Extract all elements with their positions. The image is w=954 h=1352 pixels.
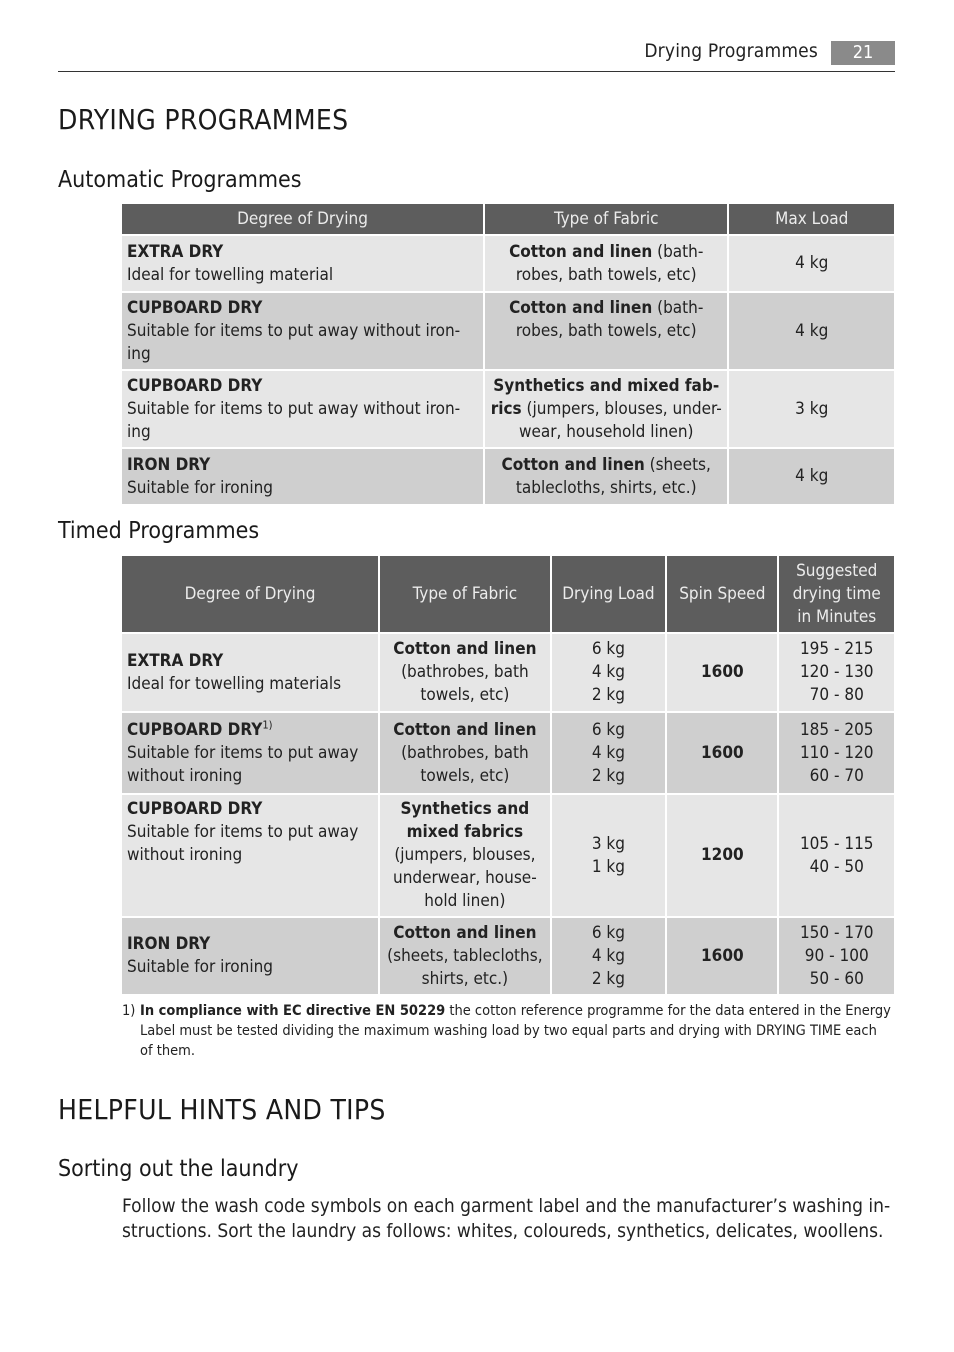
- fabric-cell: [380, 795, 550, 916]
- spin-speed-cell: 1600: [667, 918, 777, 994]
- fabric-detail: (bathrobes, bath: [401, 742, 529, 763]
- fabric-detail: tablecloths, shirts, etc.): [515, 477, 697, 498]
- degree-cell: [122, 449, 483, 504]
- drying-load-cell: [552, 795, 665, 916]
- footnote-text: the cotton reference programme for the data entered in the Energy Label must be tested dividing the maximum washing load by two equal parts and drying with DRYING TIME each of them.: [140, 1003, 891, 1059]
- load-value: 4 kg: [591, 742, 625, 763]
- footnote-bold: In compliance with EC directive EN 50229: [140, 1003, 446, 1019]
- load-value: 1 kg: [591, 856, 625, 877]
- fabric-detail: (bathrobes, bath: [401, 662, 529, 682]
- degree-cell: [122, 795, 378, 916]
- fabric-cell: [380, 713, 550, 793]
- degree-description: Suitable for ironing: [127, 477, 273, 498]
- table-row: [122, 713, 894, 793]
- degree-name: CUPBOARD DRY: [127, 375, 263, 396]
- sorting-laundry-text: [122, 1194, 892, 1244]
- table-row: [122, 293, 894, 369]
- degree-description: without ironing: [127, 845, 243, 865]
- column-header-drying-time: [779, 556, 894, 632]
- automatic-programmes-table: [120, 202, 896, 506]
- fabric-detail: (bath-: [652, 241, 704, 262]
- time-value: 185 - 205: [799, 719, 874, 740]
- degree-description: Ideal for towelling materials: [127, 673, 342, 694]
- time-value: 195 - 215: [799, 639, 874, 659]
- fabric-detail: towels, etc): [420, 685, 510, 705]
- degree-description: ing: [127, 421, 151, 442]
- drying-time-cell: [779, 918, 894, 994]
- load-value: 6 kg: [591, 719, 625, 740]
- fabric-detail: (jumpers, blouses,: [394, 845, 536, 865]
- drying-time-cell: [779, 795, 894, 916]
- degree-name: CUPBOARD DRY: [127, 719, 263, 740]
- load-value: 2 kg: [591, 968, 625, 989]
- degree-description: Suitable for items to put away without iron-: [127, 320, 461, 341]
- degree-description: without ironing: [127, 765, 243, 786]
- fabric-detail: hold linen): [424, 891, 506, 911]
- fabric-name: mixed fabrics: [406, 822, 524, 842]
- time-value: 120 - 130: [799, 662, 874, 682]
- fabric-detail: towels, etc): [420, 765, 510, 786]
- sorting-laundry-heading: Sorting out the laundry: [58, 1156, 299, 1182]
- column-header-line: Suggested: [796, 560, 878, 581]
- footnote-marker: 1): [122, 1003, 136, 1019]
- table-row: [122, 634, 894, 711]
- fabric-detail: wear, household linen): [518, 421, 694, 442]
- drying-load-cell: [552, 713, 665, 793]
- degree-cell: [122, 236, 483, 291]
- fabric-name: rics: [490, 398, 522, 419]
- column-header-spin-speed: Spin Speed: [667, 556, 777, 632]
- table-row: [122, 371, 894, 447]
- fabric-name: Synthetics and: [400, 799, 530, 819]
- spin-speed-cell: 1200: [667, 795, 777, 916]
- max-load-cell: 4 kg: [729, 236, 894, 291]
- paragraph-line: Follow the wash code symbols on each garment label and the manufacturer’s washing in-: [122, 1195, 891, 1217]
- fabric-detail: underwear, house-: [393, 868, 537, 888]
- degree-name: IRON DRY: [127, 454, 211, 475]
- fabric-cell: [380, 918, 550, 994]
- degree-name: CUPBOARD DRY: [127, 297, 263, 318]
- load-value: 4 kg: [591, 945, 625, 966]
- load-value: 2 kg: [591, 685, 625, 705]
- fabric-detail: shirts, etc.): [421, 968, 509, 989]
- load-value: 2 kg: [591, 765, 625, 786]
- degree-cell: [122, 713, 378, 793]
- drying-time-cell: [779, 713, 894, 793]
- spin-speed-cell: 1600: [667, 634, 777, 711]
- timed-programmes-heading: Timed Programmes: [58, 518, 260, 544]
- column-header-fabric: Type of Fabric: [380, 556, 550, 632]
- fabric-name: Cotton and linen: [509, 241, 653, 262]
- max-load-cell: 4 kg: [729, 449, 894, 504]
- footnote-reference: 1): [262, 717, 273, 731]
- fabric-detail: (bath-: [652, 298, 704, 318]
- drying-programmes-heading: DRYING PROGRAMMES: [58, 103, 349, 136]
- table-header-row: [122, 204, 894, 234]
- time-value: 110 - 120: [799, 742, 874, 763]
- running-header: [58, 38, 895, 72]
- load-value: 6 kg: [591, 922, 625, 943]
- helpful-hints-heading: HELPFUL HINTS AND TIPS: [58, 1093, 386, 1126]
- time-value: 70 - 80: [809, 685, 864, 705]
- degree-name: CUPBOARD DRY: [127, 799, 263, 819]
- load-value: 3 kg: [591, 833, 625, 854]
- degree-cell: [122, 371, 483, 447]
- degree-cell: [122, 634, 378, 711]
- drying-load-cell: [552, 918, 665, 994]
- time-value: 90 - 100: [804, 945, 869, 966]
- degree-name: EXTRA DRY: [127, 241, 224, 262]
- fabric-detail: robes, bath towels, etc): [515, 264, 697, 285]
- time-value: 50 - 60: [809, 968, 864, 989]
- automatic-programmes-heading: Automatic Programmes: [58, 167, 302, 193]
- fabric-name: Cotton and linen: [393, 719, 537, 740]
- fabric-detail: (sheets,: [644, 454, 711, 475]
- degree-description: ing: [127, 343, 151, 364]
- degree-name: IRON DRY: [127, 934, 211, 954]
- fabric-name: Cotton and linen: [393, 639, 537, 659]
- degree-name: EXTRA DRY: [127, 650, 224, 671]
- degree-description: Suitable for items to put away without iron-: [127, 398, 461, 419]
- column-header-degree: Degree of Drying: [122, 204, 483, 234]
- table-row: [122, 449, 894, 504]
- fabric-cell: [485, 371, 727, 447]
- degree-description: Suitable for ironing: [127, 957, 273, 977]
- spin-speed-cell: 1600: [667, 713, 777, 793]
- max-load-cell: 4 kg: [729, 293, 894, 369]
- degree-cell: [122, 918, 378, 994]
- page-number: 21: [831, 41, 895, 65]
- degree-cell: [122, 293, 483, 369]
- column-header-line: in Minutes: [797, 606, 877, 627]
- degree-description: Suitable for items to put away: [127, 742, 359, 763]
- load-value: 6 kg: [591, 639, 625, 659]
- degree-description: Suitable for items to put away: [127, 822, 359, 842]
- fabric-cell: [485, 236, 727, 291]
- column-header-fabric: Type of Fabric: [485, 204, 727, 234]
- column-header-line: drying time: [792, 583, 881, 604]
- drying-time-cell: [779, 634, 894, 711]
- column-header-max-load: Max Load: [729, 204, 894, 234]
- footnote: [122, 1001, 892, 1061]
- time-value: 105 - 115: [799, 833, 874, 854]
- load-value: 4 kg: [591, 662, 625, 682]
- fabric-name: Synthetics and mixed fab-: [493, 375, 720, 396]
- column-header-drying-load: Drying Load: [552, 556, 665, 632]
- fabric-detail: (sheets, tablecloths,: [387, 945, 543, 966]
- time-value: 150 - 170: [799, 922, 874, 943]
- table-header-row: [122, 556, 894, 632]
- paragraph-line: structions. Sort the laundry as follows: whites, coloureds, synthetics, delicates, woollens.: [122, 1220, 884, 1242]
- fabric-cell: [485, 449, 727, 504]
- fabric-cell: [380, 634, 550, 711]
- table-row: [122, 918, 894, 994]
- fabric-name: Cotton and linen: [501, 454, 645, 475]
- fabric-name: Cotton and linen: [393, 922, 537, 943]
- fabric-detail: robes, bath towels, etc): [515, 321, 697, 341]
- table-row: [122, 236, 894, 291]
- drying-load-cell: [552, 634, 665, 711]
- fabric-name: Cotton and linen: [509, 298, 653, 318]
- timed-programmes-table: [120, 554, 896, 996]
- table-row: [122, 795, 894, 916]
- running-header-title: Drying Programmes: [644, 40, 818, 62]
- time-value: 60 - 70: [809, 765, 864, 786]
- max-load-cell: 3 kg: [729, 371, 894, 447]
- degree-description: Ideal for towelling material: [127, 264, 334, 285]
- time-value: 40 - 50: [809, 856, 864, 877]
- fabric-cell: [485, 293, 727, 369]
- fabric-detail: (jumpers, blouses, under-: [521, 398, 722, 419]
- column-header-degree: Degree of Drying: [122, 556, 378, 632]
